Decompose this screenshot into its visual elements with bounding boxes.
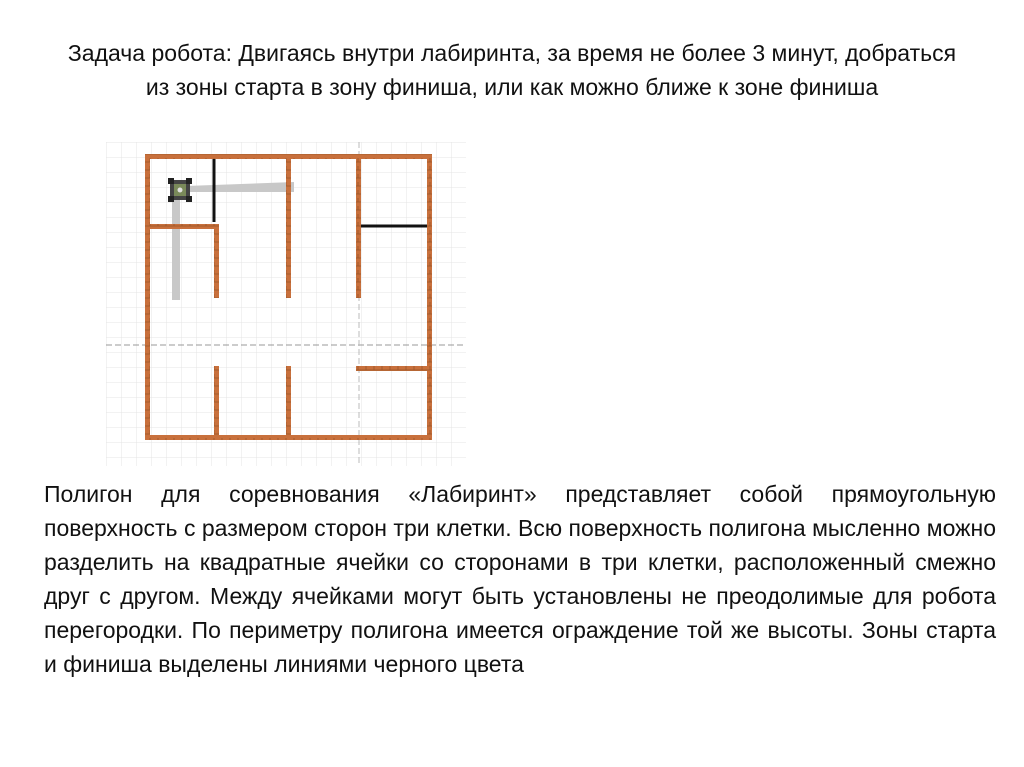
slide-title: Задача робота: Двигаясь внутри лабиринта, за время не более 3 минут, добраться из зоны старта в зону финиша, или как можно ближе к зоне финиша bbox=[67, 40, 957, 100]
description-text: Полигон для соревнования «Лабиринт» представляет собой прямоугольную поверхность с размером сторон три клетки. Всю поверхность полигона мысленно можно разделить на квадратные ячейки со сторонами в три клетки, расположенный смежно друг с другом. Между ячейками могут быть установлены не преодолимые для робота перегородки. По периметру полигона имеется ограждение той же высоты. Зоны старта и финиша выделены линиями черного цвета bbox=[44, 481, 996, 677]
wall-inner-v3 bbox=[356, 154, 361, 298]
wall-inner-v2 bbox=[286, 154, 291, 298]
maze-svg bbox=[106, 142, 466, 466]
wall-inner-h1 bbox=[145, 224, 219, 229]
wall-inner-h2 bbox=[356, 366, 432, 371]
wall-left bbox=[145, 154, 150, 440]
sensor-beam-vertical bbox=[172, 194, 180, 300]
wall-inner-v5 bbox=[286, 366, 291, 440]
wall-right bbox=[427, 154, 432, 440]
maze-diagram bbox=[106, 142, 466, 466]
wall-inner-v1 bbox=[214, 224, 219, 298]
wall-inner-v4 bbox=[214, 366, 219, 440]
robot-icon bbox=[168, 178, 192, 202]
